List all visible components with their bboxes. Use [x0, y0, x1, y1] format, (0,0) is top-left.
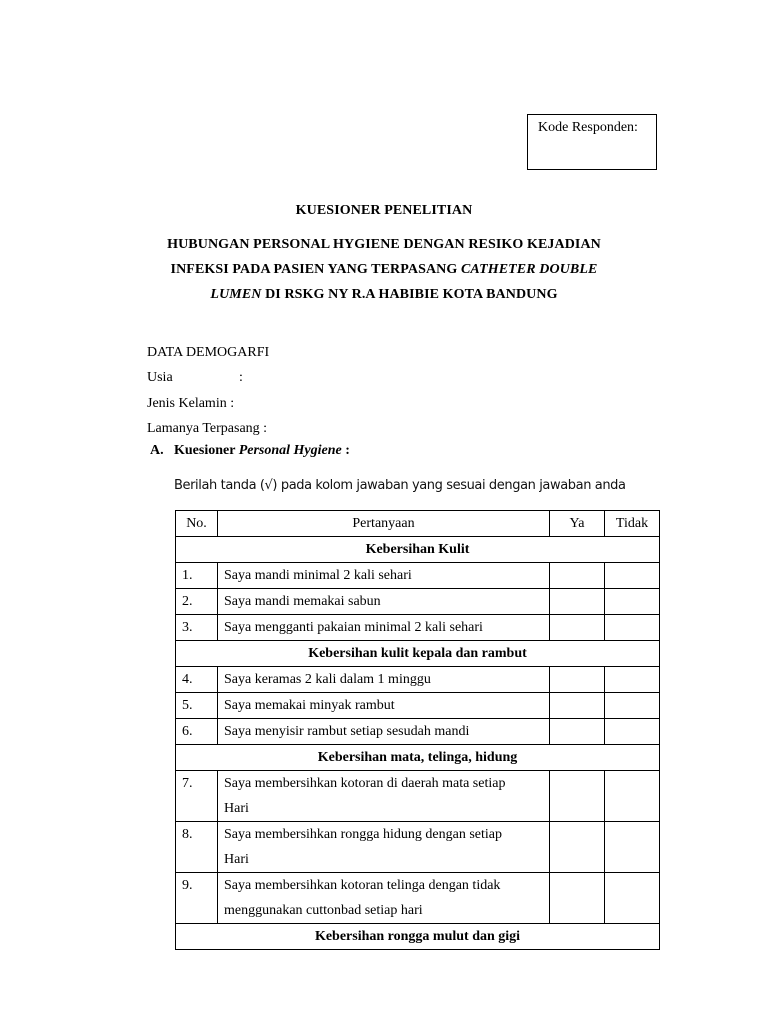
tidak-answer-cell[interactable]: [605, 822, 660, 873]
table-row: [176, 693, 660, 719]
ya-answer-cell[interactable]: [550, 719, 605, 745]
instruction-text: Berilah tanda (√) pada kolom jawaban yang sesuai dengan jawaban anda: [174, 478, 626, 493]
questionnaire-table: [175, 510, 660, 950]
row-question-line-2: Hari: [224, 852, 249, 867]
header-no: No.: [176, 511, 218, 537]
row-question: [218, 873, 550, 924]
category-row: [176, 745, 660, 771]
table-row: [176, 589, 660, 615]
subtitle-line-3-italic: LUMEN: [210, 287, 262, 302]
row-question: Saya mandi minimal 2 kali sehari: [218, 563, 550, 589]
tidak-answer-cell[interactable]: [605, 563, 660, 589]
ya-answer-cell[interactable]: [550, 771, 605, 822]
tidak-answer-cell[interactable]: [605, 615, 660, 641]
ya-answer-cell[interactable]: [550, 563, 605, 589]
row-question: Saya menyisir rambut setiap sesudah mandi: [218, 719, 550, 745]
subtitle-line-1: HUBUNGAN PERSONAL HYGIENE DENGAN RESIKO KEJADIAN: [167, 237, 601, 252]
subtitle-line-3: [0, 287, 768, 303]
header-pertanyaan: Pertanyaan: [218, 511, 550, 537]
row-question-line-1: Saya membersihkan rongga hidung dengan setiap: [224, 827, 502, 842]
table-row: [176, 563, 660, 589]
table-row: [176, 771, 660, 822]
section-a-prefix: Kuesioner: [174, 443, 239, 458]
row-question-line-1: Saya membersihkan kotoran telinga dengan tidak: [224, 878, 501, 893]
section-a-italic: Personal Hygiene: [238, 443, 342, 458]
category-kulit-kepala-rambut: Kebersihan kulit kepala dan rambut: [176, 641, 660, 667]
row-question: Saya keramas 2 kali dalam 1 minggu: [218, 667, 550, 693]
row-number: 3.: [176, 615, 218, 641]
subtitle-line-2-text: INFEKSI PADA PASIEN YANG TERPASANG: [170, 262, 461, 277]
subtitle-line-2: [0, 262, 768, 278]
category-row: [176, 537, 660, 563]
tidak-answer-cell[interactable]: [605, 719, 660, 745]
ya-answer-cell[interactable]: [550, 615, 605, 641]
row-question: Saya mandi memakai sabun: [218, 589, 550, 615]
header-ya: Ya: [550, 511, 605, 537]
row-question-line-2: menggunakan cuttonbad setiap hari: [224, 903, 423, 918]
table-row: [176, 667, 660, 693]
jenis-kelamin-field: Jenis Kelamin :: [147, 396, 235, 411]
row-number: 6.: [176, 719, 218, 745]
subtitle-line-3-text: DI RSKG NY R.A HABIBIE KOTA BANDUNG: [261, 287, 558, 302]
document-title: KUESIONER PENELITIAN: [295, 203, 473, 218]
usia-colon: :: [239, 370, 243, 385]
kode-responden-box: [527, 114, 657, 170]
demografi-heading: DATA DEMOGARFI: [147, 345, 270, 360]
category-row: [176, 641, 660, 667]
ya-answer-cell[interactable]: [550, 667, 605, 693]
ya-answer-cell[interactable]: [550, 873, 605, 924]
table-row: [176, 873, 660, 924]
header-tidak: Tidak: [605, 511, 660, 537]
row-question: [218, 771, 550, 822]
section-a-suffix: :: [341, 443, 350, 458]
tidak-answer-cell[interactable]: [605, 873, 660, 924]
row-question-line-1: Saya membersihkan kotoran di daerah mata setiap: [224, 776, 506, 791]
tidak-answer-cell[interactable]: [605, 667, 660, 693]
section-a-heading: [150, 443, 350, 459]
tidak-answer-cell[interactable]: [605, 693, 660, 719]
table-row: [176, 822, 660, 873]
ya-answer-cell[interactable]: [550, 589, 605, 615]
row-question: Saya mengganti pakaian minimal 2 kali sehari: [218, 615, 550, 641]
category-mata-telinga-hidung: Kebersihan mata, telinga, hidung: [176, 745, 660, 771]
row-number: 1.: [176, 563, 218, 589]
ya-answer-cell[interactable]: [550, 822, 605, 873]
lamanya-terpasang-field: Lamanya Terpasang :: [147, 421, 268, 436]
ya-answer-cell[interactable]: [550, 693, 605, 719]
table-row: [176, 615, 660, 641]
row-number: 9.: [176, 873, 218, 924]
row-question-line-2: Hari: [224, 801, 249, 816]
row-question: [218, 822, 550, 873]
category-rongga-mulut-gigi: Kebersihan rongga mulut dan gigi: [176, 924, 660, 950]
category-row: [176, 924, 660, 950]
row-number: 5.: [176, 693, 218, 719]
subtitle-line-2-italic: CATHETER DOUBLE: [460, 262, 598, 277]
category-kebersihan-kulit: Kebersihan Kulit: [176, 537, 660, 563]
table-header-row: [176, 511, 660, 537]
row-number: 7.: [176, 771, 218, 822]
usia-field: [147, 370, 173, 386]
row-number: 4.: [176, 667, 218, 693]
tidak-answer-cell[interactable]: [605, 771, 660, 822]
tidak-answer-cell[interactable]: [605, 589, 660, 615]
row-number: 8.: [176, 822, 218, 873]
kode-responden-label: Kode Responden:: [538, 120, 638, 135]
table-row: [176, 719, 660, 745]
row-number: 2.: [176, 589, 218, 615]
usia-label: Usia: [147, 370, 173, 385]
row-question: Saya memakai minyak rambut: [218, 693, 550, 719]
section-a-label: A.: [150, 443, 164, 458]
